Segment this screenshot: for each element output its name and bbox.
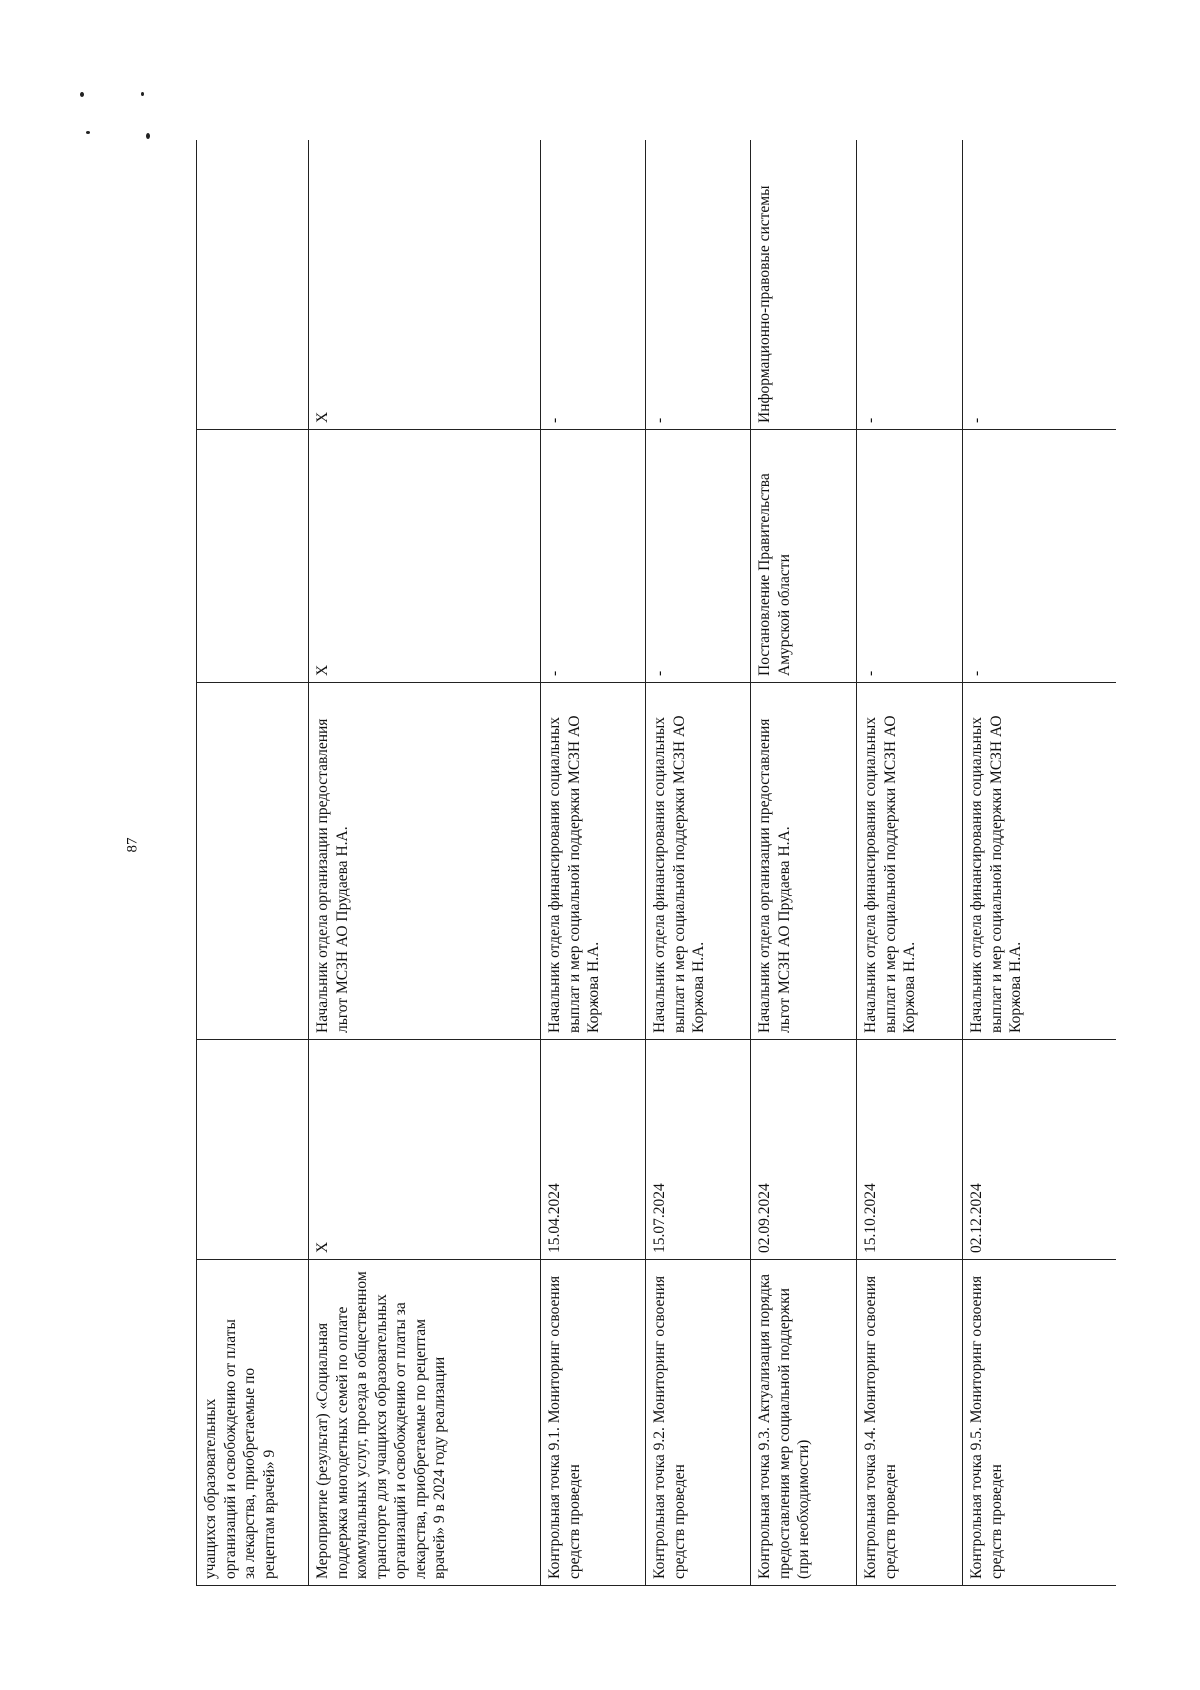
cell-name (197, 1260, 309, 1586)
rotated-table-layer (196, 140, 1116, 1586)
cell-system: - (646, 140, 751, 430)
cell-name: Мероприятие (результат) «Социальная поддержка многодетных семей по оплате коммунальных услуг, проезда в общественном транспорте для учащихся образовательных организаций и освобождению от платы за лекарства, приобретаемые по рецептам врачей» 9 в 2024 году реализации (309, 1260, 541, 1586)
cell-responsible: Начальник отдела финансирования социальных выплат и мер социальной поддержки МСЗН АО Коржова Н.А. (857, 683, 963, 1040)
cell-system: Информационно-правовые системы (751, 140, 857, 430)
plan-table (196, 140, 1116, 1586)
table-row-event (309, 140, 541, 1586)
cell-responsible (197, 683, 309, 1040)
cell-responsible: Начальник отдела организации предоставления льгот МСЗН АО Прудаева Н.А. (309, 683, 541, 1040)
table-row-checkpoint-9-5 (963, 140, 1117, 1586)
table-row-checkpoint-9-4 (857, 140, 963, 1586)
cell-document (197, 430, 309, 683)
cell-name-line: за лекарства, приобретаемые по (241, 1367, 259, 1579)
cell-name: Контрольная точка 9.1. Мониторинг освоения средств проведен (541, 1260, 646, 1586)
page-number: 87 (124, 837, 141, 853)
cell-document: - (646, 430, 751, 683)
cell-system: - (541, 140, 646, 430)
cell-document: - (857, 430, 963, 683)
cell-name: Контрольная точка 9.4. Мониторинг освоения средств проведен (857, 1260, 963, 1586)
cell-responsible: Начальник отдела финансирования социальных выплат и мер социальной поддержки МСЗН АО Коржова Н.А. (646, 683, 751, 1040)
table-frame (196, 140, 1116, 1586)
cell-date: 15.10.2024 (857, 1040, 963, 1260)
cell-system: - (857, 140, 963, 430)
cell-name-line: рецептам врачей» 9 (260, 1449, 278, 1579)
cell-name: Контрольная точка 9.5. Мониторинг освоения средств проведен (963, 1260, 1117, 1586)
cell-name-line: учащихся образовательных (202, 1398, 219, 1579)
table-row-checkpoint-9-2 (646, 140, 751, 1586)
cell-responsible: Начальник отдела финансирования социальных выплат и мер социальной поддержки МСЗН АО Коржова Н.А. (963, 683, 1117, 1040)
cell-document: - (541, 430, 646, 683)
cell-date: 02.12.2024 (963, 1040, 1117, 1260)
cell-name-line: организаций и освобождению от платы (221, 1319, 239, 1579)
cell-date: 15.07.2024 (646, 1040, 751, 1260)
cell-document: Постановление Правительства Амурской области (751, 430, 857, 683)
cell-date: X (309, 1040, 541, 1260)
table-row-continued (197, 140, 309, 1586)
cell-responsible: Начальник отдела организации предоставления льгот МСЗН АО Прудаева Н.А. (751, 683, 857, 1040)
scan-speck (141, 92, 144, 96)
scan-speck (80, 92, 84, 97)
cell-system (197, 140, 309, 430)
cell-system: X (309, 140, 541, 430)
table-row-checkpoint-9-1 (541, 140, 646, 1586)
cell-document: X (309, 430, 541, 683)
cell-date (197, 1040, 309, 1260)
cell-system: - (963, 140, 1117, 430)
cell-responsible: Начальник отдела финансирования социальных выплат и мер социальной поддержки МСЗН АО Коржова Н.А. (541, 683, 646, 1040)
cell-name: Контрольная точка 9.2. Мониторинг освоения средств проведен (646, 1260, 751, 1586)
table-row-checkpoint-9-3 (751, 140, 857, 1586)
cell-date: 02.09.2024 (751, 1040, 857, 1260)
cell-date: 15.04.2024 (541, 1040, 646, 1260)
cell-document: - (963, 430, 1117, 683)
cell-name: Контрольная точка 9.3. Актуализация порядка предоставления мер социальной поддержки (при необходимости) (751, 1260, 857, 1586)
scan-speck (146, 133, 150, 139)
scan-speck (86, 131, 90, 134)
